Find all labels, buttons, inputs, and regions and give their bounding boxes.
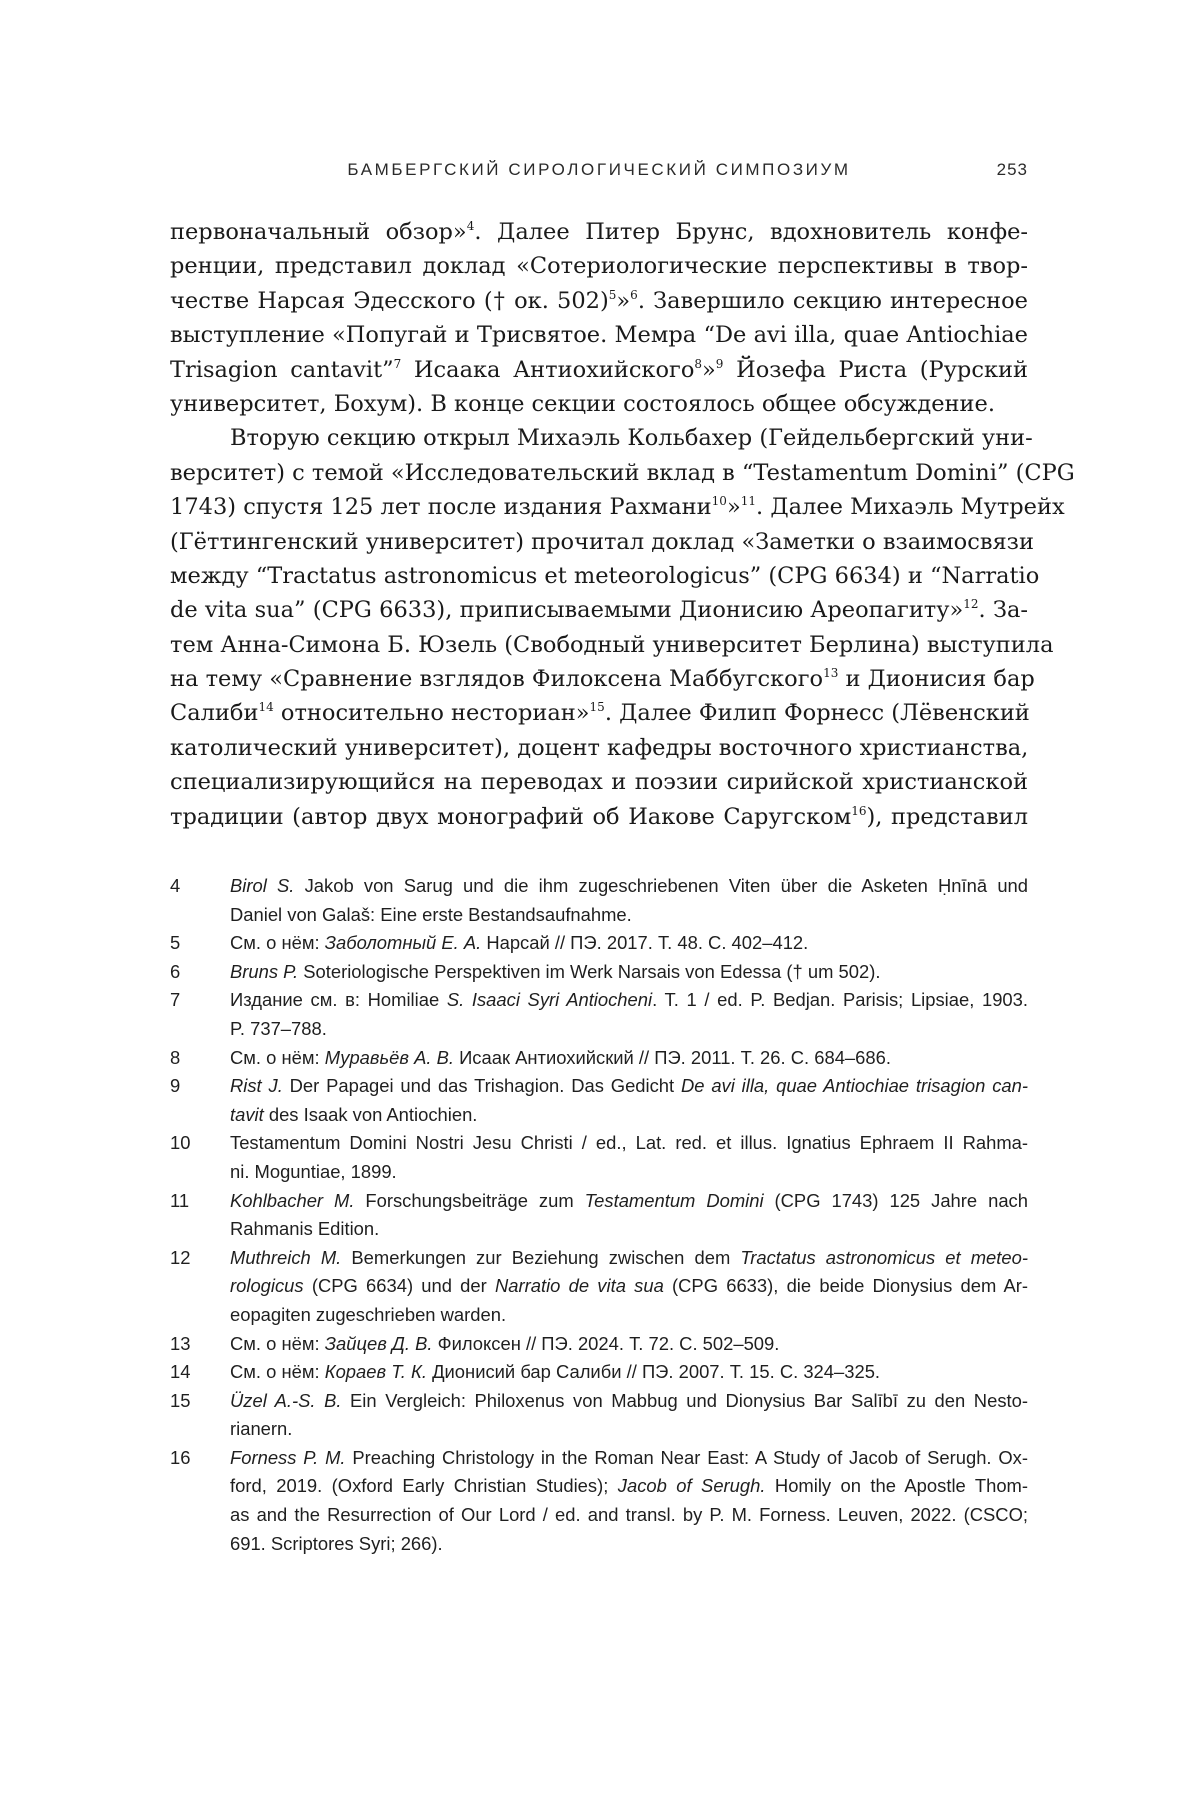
footnote-15: [170, 1387, 1028, 1444]
footnote-text: P. 737–788.: [230, 1017, 327, 1039]
footnote-text: Rahmanis Edition.: [230, 1218, 380, 1240]
footnote-line: [230, 1072, 1028, 1101]
footnote-text: ford, 2019. (Oxford Early Christian Studies);: [230, 1475, 618, 1497]
footnote-text: des Isaak von Antiochien.: [263, 1103, 478, 1125]
footnote-number: 7: [170, 989, 181, 1011]
italic-citation: Муравьёв А. В.: [324, 1046, 454, 1068]
footnote-text: Филоксен // ПЭ. 2024. Т. 72. С. 502–509.: [432, 1332, 780, 1354]
footnote-number: 4: [170, 875, 181, 896]
footnote-number: 16: [170, 1446, 191, 1468]
footnote-ref[interactable]: 7: [393, 356, 402, 371]
text-line: тем Анна-Симона Б. Юзель (Свободный университет Берлина) выступила: [170, 631, 1054, 658]
footnote-text: Forschungsbeiträge zum: [354, 1189, 585, 1211]
text-line: 1743) спустя 125 лет после издания Рахмани$^{10}$»$^{11}$. Далее Михаэль Мутрейх: [170, 494, 1065, 521]
text-line: католический университет), доцент кафедры восточного христианства,: [170, 734, 1029, 761]
footnote-text: Testamentum Domini Nostri Jesu Christi / ed., Lat. red. et illus. Ignatius Ephraem II Rahma-: [230, 1132, 1028, 1154]
footnote-text: Homily on the Apostle Thom-: [765, 1475, 1028, 1497]
footnote-line: [230, 986, 1028, 1015]
footnote-text: Исаак Антиохийский // ПЭ. 2011. Т. 26. С. 684–686.: [453, 1046, 891, 1068]
footnote-number: 10: [170, 1132, 191, 1154]
footnote-line: [230, 1158, 1028, 1187]
footnote-line: [230, 1215, 1028, 1244]
footnote-text: Bemerkungen zur Beziehung zwischen dem: [341, 1246, 741, 1268]
footnote-ref[interactable]: 5: [608, 287, 617, 302]
italic-citation: Зайцев Д. В.: [324, 1332, 433, 1354]
footnote-text: Нарсай // ПЭ. 2017. Т. 48. С. 402–412.: [481, 932, 809, 954]
footnote-11: [170, 1187, 1028, 1244]
text-line: ренции, представил доклад «Сотериологические перспективы в твор-: [170, 253, 1028, 280]
footnote-10: [170, 1129, 1028, 1186]
text-line: выступление «Попугай и Трисвятое. Мемра “De avi illa, quae Antiochiae: [170, 322, 1028, 349]
footnote-text: (CPG 6634) und der: [303, 1275, 495, 1297]
footnote-line: [230, 929, 1028, 958]
footnotes-section: [170, 872, 1028, 1558]
page-number: 253: [996, 160, 1028, 179]
footnote-text: Preaching Christology in the Roman Near East: A Study of Jacob of Serugh. Ox-: [345, 1446, 1028, 1468]
footnote-ref[interactable]: 9: [715, 356, 724, 371]
footnote-number: 13: [170, 1332, 191, 1354]
footnote-number: 12: [170, 1246, 191, 1268]
italic-citation: Kohlbacher M.: [230, 1189, 355, 1211]
footnote-ref[interactable]: 10: [711, 494, 727, 509]
italic-citation: Forness P. M.: [230, 1446, 346, 1468]
footnote-line: [230, 1187, 1028, 1216]
footnote-text: eopagiten zugeschrieben warden.: [230, 1303, 507, 1325]
text-line: Trisagion cantavit”$^7$ Исаака Антиохийского$^8$»$^9$ Йозефа Риста (Рурский: [170, 356, 1028, 383]
footnote-text: См. о нём:: [230, 1332, 325, 1354]
text-line: Вторую секцию открыл Михаэль Кольбахер (Гейдельбергский уни-: [230, 425, 1033, 452]
footnote-line: [230, 1472, 1028, 1501]
italic-citation: Muthreich M.: [230, 1246, 342, 1268]
footnote-7: [170, 986, 1028, 1043]
text-line: de vita sua” (CPG 6633), приписываемыми Дионисию Ареопагиту»$^{12}$. За-: [170, 597, 1028, 624]
footnote-16: [170, 1444, 1028, 1558]
text-line: (Гёттингенский университет) прочитал доклад «Заметки о взаимосвязи: [170, 528, 1034, 555]
footnote-line: [230, 872, 1028, 901]
text-line: университет, Бохум). В конце секции состоялось общее обсуждение.: [170, 390, 995, 417]
italic-citation: Narratio de vita sua: [495, 1275, 664, 1297]
footnote-5: [170, 929, 1028, 958]
footnote-number: 5: [170, 932, 181, 954]
footnote-number: 11: [170, 1189, 190, 1211]
footnote-text: См. о нём:: [230, 1046, 325, 1068]
footnote-line: [230, 1501, 1028, 1530]
italic-citation: rologicus: [230, 1275, 304, 1297]
footnote-ref[interactable]: 12: [963, 597, 979, 612]
footnote-line: [230, 1444, 1028, 1473]
footnote-line: [230, 1301, 1028, 1330]
text-line: между “Tractatus astronomicus et meteorologicus” (CPG 6634) и “Narratio: [170, 562, 1040, 589]
footnote-line: [230, 1330, 1028, 1359]
footnote-ref[interactable]: 4: [466, 219, 475, 233]
footnote-text: rianern.: [230, 1418, 293, 1440]
footnote-14: [170, 1358, 1028, 1387]
footnote-line: [230, 1358, 1028, 1387]
footnote-6: [170, 958, 1028, 987]
footnote-13: [170, 1330, 1028, 1359]
main-text: [170, 215, 1075, 834]
italic-citation: S. Isaaci Syri Antiocheni: [446, 989, 653, 1011]
footnote-number: 14: [170, 1361, 191, 1383]
footnote-ref[interactable]: 8: [694, 356, 703, 371]
footnote-text: Ein Vergleich: Philoxenus von Mabbug und Dionysius Bar Salībī zu den Nesto-: [341, 1389, 1028, 1411]
italic-citation: Bruns P.: [230, 960, 299, 982]
footnote-number: 15: [170, 1389, 191, 1411]
footnote-line: [230, 958, 1028, 987]
footnote-text: as and the Resurrection of Our Lord / ed. and transl. by P. M. Forness. Leuven, 2022. (CSCO;: [230, 1504, 1028, 1526]
footnote-text: ni. Moguntiae, 1899.: [230, 1160, 397, 1182]
text-line: честве Нарсая Эдесского († ок. 502)$^5$»$^6$. Завершило секцию интересное: [170, 287, 1028, 314]
footnote-text: Дионисий бар Салиби // ПЭ. 2007. Т. 15. С. 324–325.: [426, 1361, 881, 1383]
italic-citation: Testamentum Domini: [584, 1189, 764, 1211]
italic-citation: Rist J.: [230, 1075, 283, 1097]
footnote-ref[interactable]: 16: [851, 803, 867, 818]
footnote-text: См. о нём:: [230, 932, 325, 954]
italic-citation: Кораев Т. К.: [324, 1361, 427, 1383]
footnote-text: Soteriologische Perspektiven im Werk Narsais von Edessa († um 502).: [298, 960, 881, 982]
footnote-text: (CPG 6633), die beide Dionysius dem Ar-: [663, 1275, 1028, 1297]
footnote-text: См. о нём:: [230, 1361, 325, 1383]
italic-citation: Заболотный Е. А.: [324, 932, 482, 954]
footnote-ref[interactable]: 13: [823, 666, 839, 681]
text-line: первоначальный обзор»$^4$. Далее Питер Брунс, вдохновитель конфе-: [170, 219, 1028, 245]
footnote-9: [170, 1072, 1028, 1129]
footnote-ref[interactable]: 14: [258, 700, 274, 715]
footnote-ref[interactable]: 6: [630, 287, 638, 302]
text-line: на тему «Сравнение взглядов Филоксена Маббугского$^{13}$ и Дионисия бар: [170, 666, 1035, 693]
italic-citation: Jacob of Serugh.: [617, 1475, 766, 1497]
text-line: специализирующийся на переводах и поэзии сирийской христианской: [170, 769, 1028, 796]
footnote-ref[interactable]: 15: [589, 700, 605, 715]
footnote-number: 9: [170, 1075, 181, 1097]
italic-citation: Tractatus astronomicus et meteo-: [740, 1246, 1028, 1268]
footnote-text: 691. Scriptores Syri; 266).: [230, 1532, 443, 1554]
footnote-text: (CPG 1743) 125 Jahre nach: [763, 1189, 1028, 1211]
italic-citation: tavit: [230, 1103, 264, 1125]
running-title: БАМБЕРГСКИЙ СИРОЛОГИЧЕСКИЙ СИМПОЗИУМ: [347, 160, 851, 179]
footnote-line: [230, 1044, 1028, 1073]
footnote-line: [230, 1015, 1028, 1044]
footnote-text: . T. 1 / ed. P. Bedjan. Parisis; Lipsiae, 1903.: [652, 989, 1029, 1011]
footnote-line: [230, 1129, 1028, 1158]
footnote-line: [230, 1530, 1028, 1559]
footnote-line: [230, 1244, 1028, 1273]
footnote-4: [170, 872, 1028, 929]
footnote-text: Der Papagei und das Trishagion. Das Gedicht: [282, 1075, 681, 1097]
footnote-text: Издание см. в: Homiliae: [230, 989, 447, 1011]
running-head: [170, 158, 1028, 188]
text-line: традиции (автор двух монографий об Иакове Саругском$^{16}$), представил: [170, 803, 1029, 830]
footnote-line: [230, 1272, 1028, 1301]
text-line: Салиби$^{14}$ относительно несториан»$^{15}$. Далее Филип Форнесс (Лёвенский: [170, 700, 1030, 727]
footnote-line: [230, 1101, 1028, 1130]
footnote-8: [170, 1044, 1028, 1073]
italic-citation: Birol S.: [230, 875, 295, 896]
footnote-line: [230, 1387, 1028, 1416]
footnote-text: Jakob von Sarug und die ihm zugeschriebenen Viten über die Asketen Ḥnīnā und: [294, 875, 1028, 896]
italic-citation: Üzel A.-S. B.: [230, 1389, 342, 1411]
footnote-number: 6: [170, 960, 181, 982]
footnote-line: [230, 901, 1028, 930]
footnote-text: Daniel von Galaš: Eine erste Bestandsaufnahme.: [230, 903, 632, 925]
footnote-number: 8: [170, 1046, 181, 1068]
text-line: верситет) с темой «Исследовательский вклад в “Testamentum Domini” (CPG: [170, 459, 1075, 486]
italic-citation: De avi illa, quae Antiochiae trisagion can-: [680, 1075, 1028, 1097]
footnote-ref[interactable]: 11: [740, 494, 757, 509]
footnote-12: [170, 1244, 1028, 1330]
footnote-line: [230, 1415, 1028, 1444]
